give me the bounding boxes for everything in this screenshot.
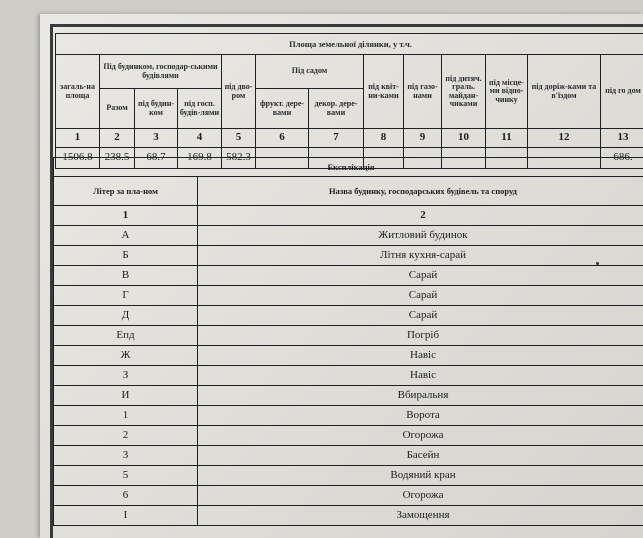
table-row xyxy=(54,426,643,446)
header-lawns: під газо-нами xyxy=(404,55,442,129)
letter-cell: Б xyxy=(54,246,198,266)
explication-table xyxy=(53,157,643,526)
column-number: 6 xyxy=(256,129,309,148)
area-value: 238.5 xyxy=(100,148,135,169)
column-number: 4 xyxy=(178,129,222,148)
column-number: 5 xyxy=(222,129,256,148)
building-name-cell: Сарай xyxy=(198,286,643,306)
letter-cell: В xyxy=(54,266,198,286)
area-value: - xyxy=(256,148,309,169)
table-row xyxy=(54,246,643,266)
column-number: 10 xyxy=(442,129,486,148)
letter-cell: 3 xyxy=(54,446,198,466)
column-number: 13 xyxy=(601,129,643,148)
table-row xyxy=(54,326,643,346)
building-name-cell: Ворота xyxy=(198,406,643,426)
table-row xyxy=(54,486,643,506)
table-row xyxy=(54,466,643,486)
building-name-cell: Навіс xyxy=(198,366,643,386)
letter-cell: Д xyxy=(54,306,198,326)
header-under-house: під будин-ком xyxy=(135,89,178,129)
building-name-cell: Літня кухня-сарай xyxy=(198,246,643,266)
table-row xyxy=(54,306,643,326)
area-value: 582.3 xyxy=(222,148,256,169)
letter-cell: 5 xyxy=(54,466,198,486)
building-name-cell: Водяний кран xyxy=(198,466,643,486)
area-value: - xyxy=(442,148,486,169)
table-row xyxy=(54,386,643,406)
letter-cell: Г xyxy=(54,286,198,306)
column-number: 1 xyxy=(54,206,198,226)
letter-cell: 1 xyxy=(54,406,198,426)
area-value: - xyxy=(309,148,364,169)
table-row xyxy=(54,406,643,426)
table-row xyxy=(54,506,643,526)
area-value: - xyxy=(364,148,404,169)
header-roads: під доріж-ками та в'їздом xyxy=(528,55,601,129)
column-number: 2 xyxy=(198,206,643,226)
area-value: 1506.8 xyxy=(56,148,100,169)
building-name-cell: Житловий будинок xyxy=(198,226,643,246)
area-value: 68.7 xyxy=(135,148,178,169)
table-row xyxy=(54,266,643,286)
table-row xyxy=(54,446,643,466)
header-flower-beds: під квіт-ни-ками xyxy=(364,55,404,129)
column-number: 7 xyxy=(309,129,364,148)
letter-cell: И xyxy=(54,386,198,406)
column-number: 8 xyxy=(364,129,404,148)
header-playgrounds: під дитяч. граль. майдан-чиками xyxy=(442,55,486,129)
header-total-sub: Разом xyxy=(100,89,135,129)
building-name-cell: Огорожа xyxy=(198,426,643,446)
letter-cell: І xyxy=(54,506,198,526)
column-number: 2 xyxy=(100,129,135,148)
letter-cell: Ж xyxy=(54,346,198,366)
column-number: 11 xyxy=(486,129,528,148)
header-decor-trees: декор. дере-вами xyxy=(309,89,364,129)
header-building-name: Назва будинку, господарських будівель та споруд xyxy=(198,177,643,206)
header-garden: Під садом xyxy=(256,55,364,89)
letter-cell: 6 xyxy=(54,486,198,506)
building-name-cell: Погріб xyxy=(198,326,643,346)
header-under-buildings: Під будинком, господар-ськими будівлями xyxy=(100,55,222,89)
column-number-row xyxy=(56,129,643,148)
land-area-table xyxy=(55,33,643,169)
explication-title: Експлікація xyxy=(54,158,643,177)
letter-cell: А xyxy=(54,226,198,246)
ink-dot xyxy=(596,262,599,265)
letter-cell: З xyxy=(54,366,198,386)
column-number: 9 xyxy=(404,129,442,148)
column-number: 3 xyxy=(135,129,178,148)
letter-cell: 2 xyxy=(54,426,198,446)
header-under-yard: під дво-ром xyxy=(222,55,256,129)
letter-cell: Епд xyxy=(54,326,198,346)
building-name-cell: Вбиральня xyxy=(198,386,643,406)
table-row xyxy=(54,226,643,246)
table-row xyxy=(54,346,643,366)
header-letter: Літер за пла-ном xyxy=(54,177,198,206)
building-name-cell: Замощення xyxy=(198,506,643,526)
header-under-outbuildings: під госп. будів-лями xyxy=(178,89,222,129)
building-name-cell: Басейн xyxy=(198,446,643,466)
building-name-cell: Сарай xyxy=(198,266,643,286)
table-row xyxy=(54,286,643,306)
area-value: - xyxy=(486,148,528,169)
column-number: 12 xyxy=(528,129,601,148)
area-value: - xyxy=(404,148,442,169)
header-total-area: загаль-на площа xyxy=(56,55,100,129)
building-name-cell: Сарай xyxy=(198,306,643,326)
header-recreation: під місце-ми відпо-чинку xyxy=(486,55,528,129)
column-number: 1 xyxy=(56,129,100,148)
area-value: - xyxy=(528,148,601,169)
table-row xyxy=(54,366,643,386)
building-name-cell: Огорожа xyxy=(198,486,643,506)
land-area-title: Площа земельної ділянки, у т.ч. xyxy=(56,34,643,55)
area-value: 686. xyxy=(601,148,643,169)
header-fruit-trees: фрукт. дере-вами xyxy=(256,89,309,129)
column-number-row xyxy=(54,206,643,226)
building-name-cell: Навіс xyxy=(198,346,643,366)
header-other: під го дом xyxy=(601,55,643,129)
area-value: 169.8 xyxy=(178,148,222,169)
